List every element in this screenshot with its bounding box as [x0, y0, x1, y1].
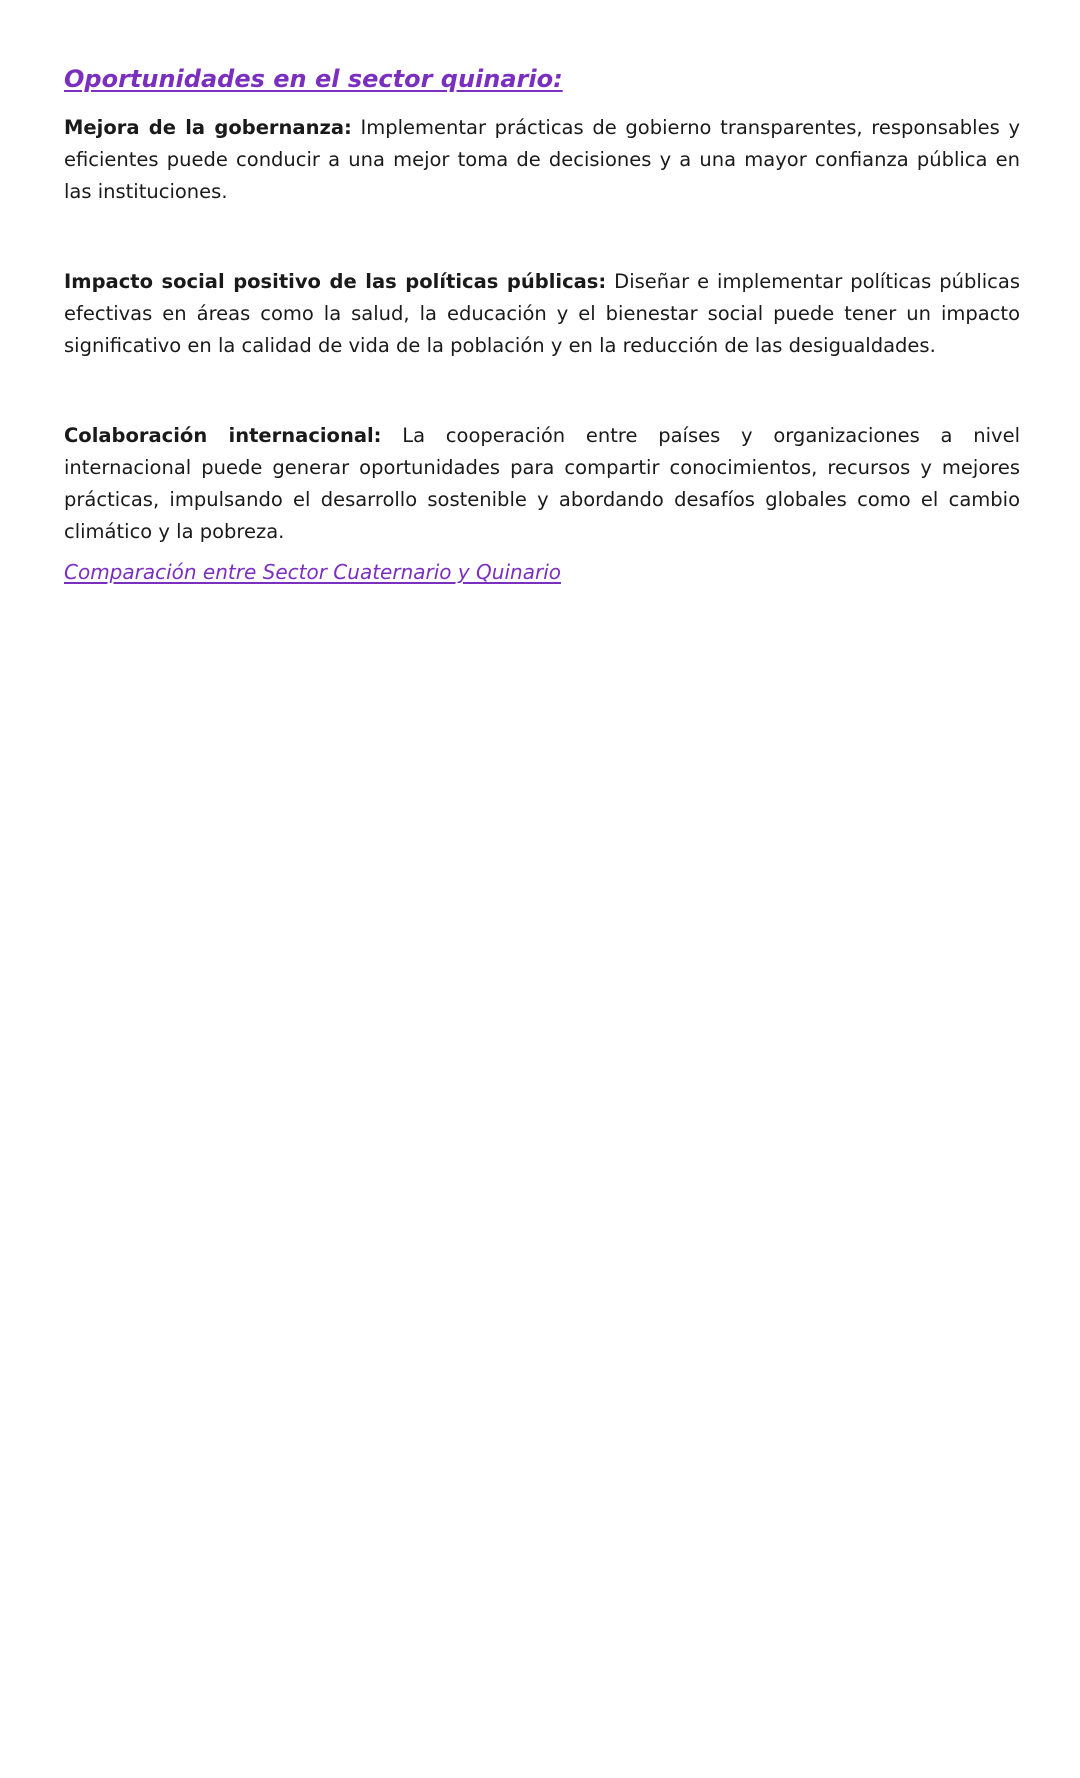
paragraph-international-collaboration: [64, 420, 1020, 548]
paragraph-governance: [64, 112, 1020, 208]
paragraph-social-impact: [64, 266, 1020, 362]
text-international-collaboration: La cooperación entre países y organizaciones a nivel internacional puede generar oportunidades para compartir conocimientos, recursos y mejores prácticas, impulsando el desarrollo sostenible y abordando desafíos globales como el cambio climático y la pobreza.: [64, 424, 1020, 543]
section-title: Oportunidades en el sector quinario:: [64, 65, 563, 93]
term-social-impact: Impacto social positivo de las políticas públicas:: [64, 270, 607, 293]
term-international-collaboration: Colaboración internacional:: [64, 424, 382, 447]
comparison-link[interactable]: Comparación entre Sector Cuaternario y Quinario: [64, 560, 561, 584]
term-governance: Mejora de la gobernanza:: [64, 116, 352, 139]
text-governance: Implementar prácticas de gobierno transparentes, responsables y eficientes puede conducir a una mejor toma de decisiones y a una mayor confianza pública en las instituciones.: [64, 116, 1020, 203]
document-page: [64, 62, 1020, 584]
text-social-impact: Diseñar e implementar políticas públicas efectivas en áreas como la salud, la educación y el bienestar social puede tener un impacto significativo en la calidad de vida de la población y en la reducción de las desigualdades.: [64, 270, 1020, 357]
